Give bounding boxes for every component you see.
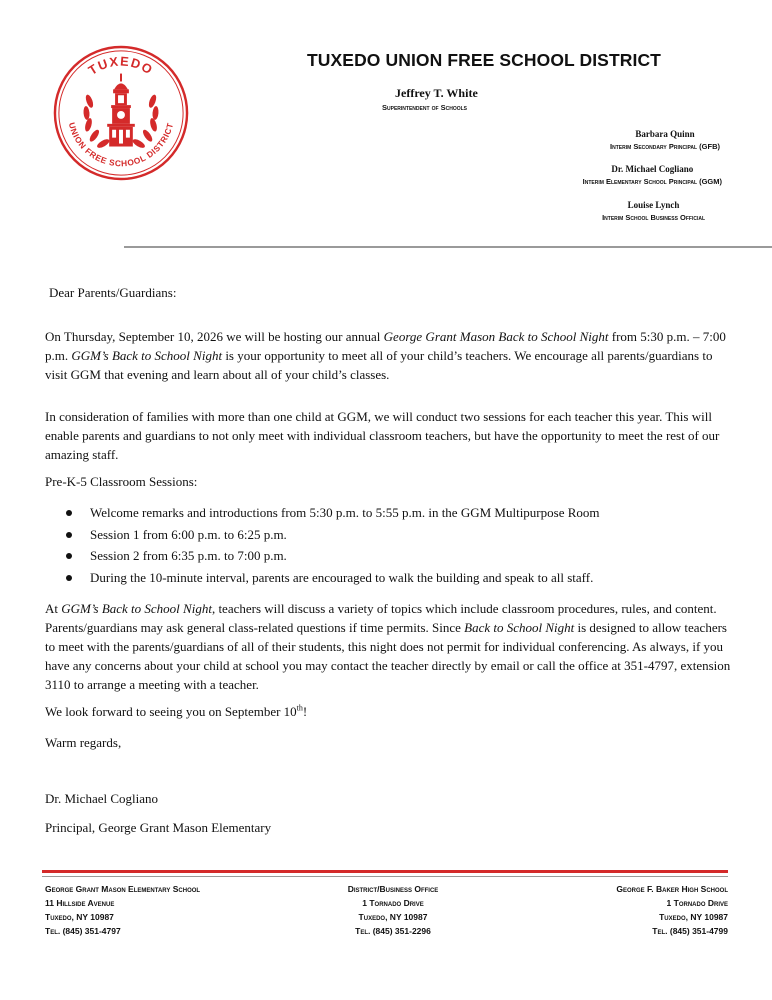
superintendent-title: Superintendent of Schools (382, 103, 468, 112)
footer-address-elementary (45, 882, 200, 938)
paragraph-sessions-explanation: In consideration of families with more than one child at GGM, we will conduct two sessions for each teacher this year. This will enable parents and guardians to not only meet with individual classroom teachers, but have the opportunity to meet the rest of our amazing staff. (45, 409, 720, 462)
list-item-text: Session 1 from 6:00 p.m. to 6:25 p.m. (90, 526, 287, 542)
bullet-icon (66, 532, 72, 538)
paragraph-event-intro (45, 327, 735, 384)
signature-name: Dr. Michael Cogliano (45, 791, 159, 806)
footer-phone: Tel. (845) 351-2296 (355, 926, 431, 936)
administrator-block (583, 164, 722, 186)
footer-address-district (338, 882, 448, 938)
text-run: On Thursday, September 10, 2026 we will be hosting our annual (45, 329, 384, 344)
district-title: TUXEDO UNION FREE SCHOOL DISTRICT (307, 50, 661, 70)
footer-divider-red (42, 870, 728, 873)
sessions-label: Pre-K-5 Classroom Sessions: (45, 474, 198, 489)
administrator-name: Dr. Michael Cogliano (611, 164, 694, 174)
text-run: is your opportunity to meet all of your child’s teachers. We encourage all parents/guardians to visit GGM that evening and learn about all of your child’s classes. (45, 348, 713, 382)
administrator-name: Barbara Quinn (635, 129, 695, 139)
list-item-text: Welcome remarks and introductions from 5:30 p.m. to 5:55 p.m. in the GGM Multipurpose Room (90, 505, 600, 520)
footer-heading: George Grant Mason Elementary School (45, 884, 201, 894)
footer-address: 1 Tornado Drive (666, 898, 728, 908)
bullet-icon (66, 553, 72, 559)
paragraph-topics (45, 599, 735, 694)
footer-divider-gray (42, 876, 728, 877)
footer-city: Tuxedo, NY 10987 (358, 912, 428, 922)
header-divider (124, 246, 772, 248)
event-name: GGM’s Back to School Night (61, 601, 212, 616)
footer-address-highschool (616, 882, 728, 938)
text-run: is designed to allow teachers to meet with the parents/guardians of all of their students, this night does not permit for individual conferencing. As always, if you have any concerns about your child at school you may contact the teacher directly by email or call the office at 351-4797, extension 3110 to arrange a meeting with a teacher. (45, 620, 731, 692)
closing: Warm regards, (45, 735, 122, 750)
administrator-title: Interim Secondary Principal (GFB) (610, 142, 720, 151)
administrator-title: Interim School Business Official (602, 213, 705, 222)
ordinal-suffix: th (296, 703, 303, 713)
text-run: from 5:30 p.m. – 7:00 p.m. (45, 329, 726, 363)
list-item (66, 524, 746, 546)
bullet-icon (66, 575, 72, 581)
text-run: ! (302, 704, 308, 719)
list-item-text: During the 10-minute interval, parents are encouraged to walk the building and speak to all staff. (90, 569, 594, 585)
list-item (66, 502, 746, 524)
text-run: At (45, 601, 62, 616)
footer-address: 1 Tornado Drive (362, 898, 424, 908)
signature-title: Principal, George Grant Mason Elementary (45, 820, 272, 835)
session-list (66, 502, 746, 588)
seal-top-text: TUXEDO (85, 53, 157, 78)
footer-phone: Tel. (845) 351-4799 (652, 926, 728, 936)
list-item-text: Session 2 from 6:35 p.m. to 7:00 p.m. (90, 548, 287, 563)
footer-city: Tuxedo, NY 10987 (45, 912, 114, 922)
bullet-icon (66, 510, 72, 516)
superintendent-name: Jeffrey T. White (395, 86, 478, 100)
event-name: Back to School Night (464, 620, 575, 635)
footer-city: Tuxedo, NY 10987 (659, 912, 728, 922)
seal-bottom-text: UNION FREE SCHOOL DISTRICT (66, 121, 176, 169)
list-item (66, 545, 746, 567)
text-run: , teachers will discuss a variety of topics which include classroom procedures, rules, and content. Parents/guardians may ask general class-related questions if time permits. Since (45, 601, 717, 635)
administrator-block (602, 200, 705, 222)
greeting: Dear Parents/Guardians: (49, 285, 177, 300)
footer-address: 11 Hillside Avenue (45, 898, 115, 908)
administrator-block (610, 129, 720, 151)
administrator-name: Louise Lynch (627, 200, 680, 210)
footer-phone: Tel. (845) 351-4797 (45, 926, 121, 936)
event-name: GGM’s Back to School Night (71, 348, 223, 363)
paragraph-look-forward (45, 702, 735, 721)
event-name: George Grant Mason Back to School Night (383, 329, 609, 344)
text-run: We look forward to seeing you on September 10 (45, 704, 297, 719)
list-item (66, 567, 746, 589)
district-seal-logo (52, 44, 190, 182)
footer-heading: George F. Baker High School (616, 884, 728, 894)
footer-heading: District/Business Office (347, 884, 439, 894)
administrator-title: Interim Elementary School Principal (GGM) (582, 177, 722, 186)
